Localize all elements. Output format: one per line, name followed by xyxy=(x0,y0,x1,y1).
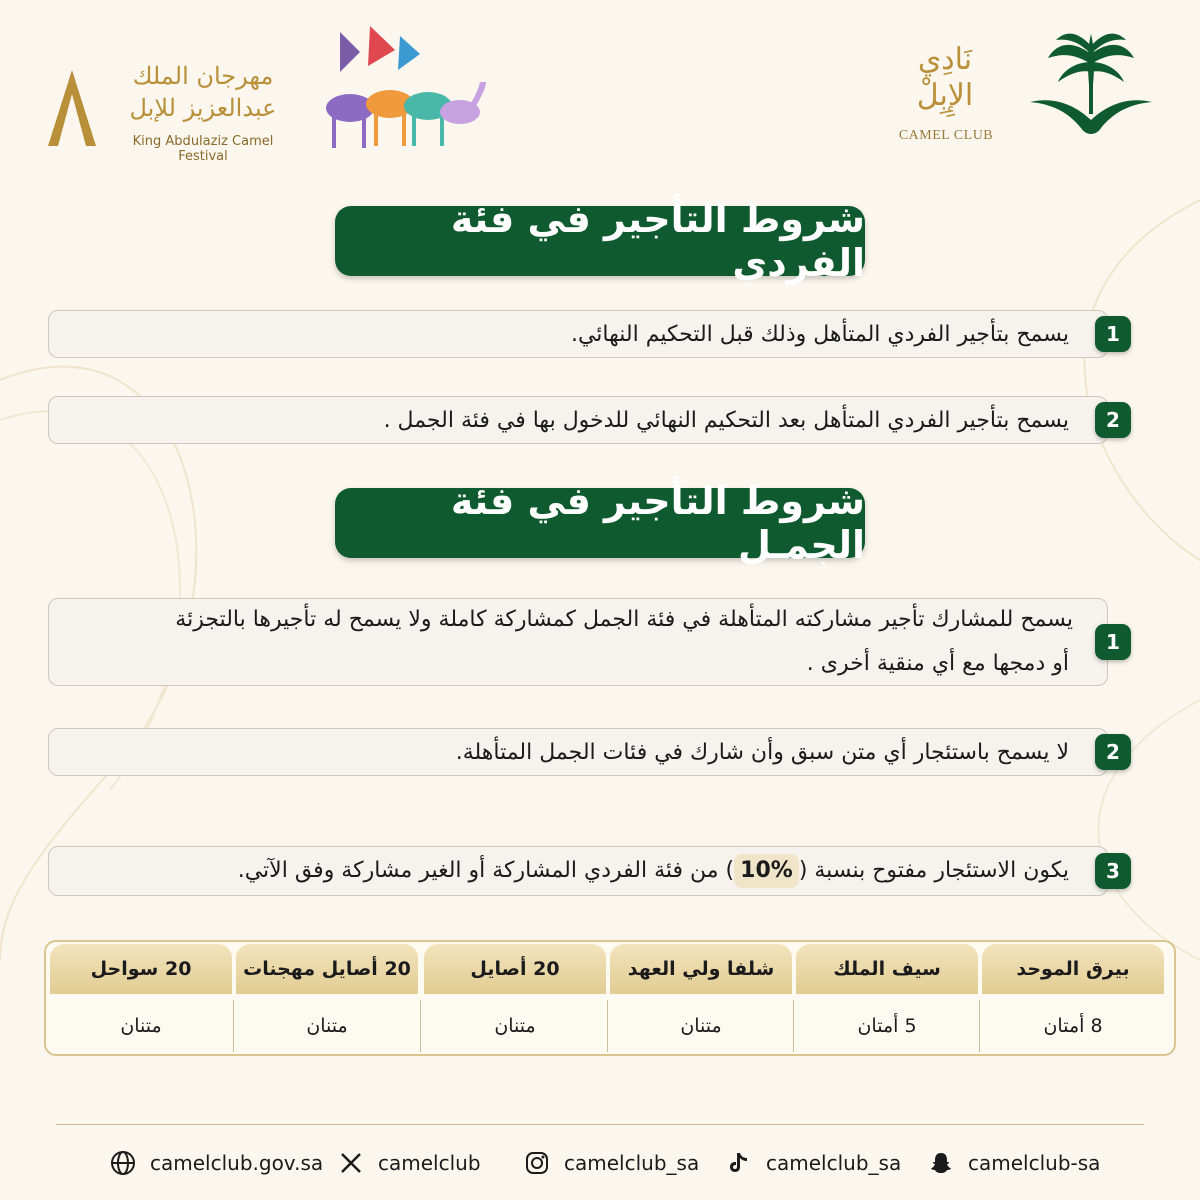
globe-icon xyxy=(110,1150,136,1176)
table-column-header: شلفا ولي العهد xyxy=(610,944,792,994)
snapchat-icon xyxy=(928,1150,954,1176)
section-title-camel: شروط التأجير في فئة الجمـل xyxy=(335,488,865,558)
rule-text-line: يسمح للمشارك تأجير مشاركته المتأهلة في فئة الجمل كمشاركة كاملة ولا يسمح له تأجيرها بالتجزئة xyxy=(175,607,1073,632)
instagram-link[interactable] xyxy=(524,1150,699,1176)
x-handle: camelclub xyxy=(378,1151,481,1175)
rule-box xyxy=(48,728,1120,776)
footer-divider xyxy=(56,1124,1144,1125)
table-cell: متنان xyxy=(120,1015,162,1037)
table-divider xyxy=(793,1000,794,1052)
palm-swords-emblem-icon xyxy=(1026,24,1156,148)
x-link[interactable] xyxy=(338,1150,481,1176)
table-cell: متنان xyxy=(306,1015,348,1037)
rule-box xyxy=(48,598,1120,686)
table-divider xyxy=(233,1000,234,1052)
rule-box xyxy=(48,846,1120,896)
camel-caravan-icon xyxy=(300,22,490,152)
table-cell: 8 أمتان xyxy=(1043,1015,1103,1037)
table-column-header: سيف الملك xyxy=(796,944,978,994)
festival-arabic-name: مهرجان الملك عبدالعزيز للإبل xyxy=(129,62,277,122)
table-divider xyxy=(979,1000,980,1052)
instagram-handle: camelclub_sa xyxy=(564,1151,700,1175)
table-cell: متنان xyxy=(494,1015,536,1037)
rule-text-before: يكون الاستئجار مفتوح بنسبة ( xyxy=(798,858,1069,883)
festival-english-name: King Abdulaziz Camel Festival xyxy=(132,134,274,164)
tiktok-link[interactable] xyxy=(726,1150,901,1176)
rule-text: لا يسمح باستئجار أي متن سبق وأن شارك في فئات الجمل المتأهلة. xyxy=(455,740,1069,765)
tiktok-icon xyxy=(726,1150,752,1176)
rule-text-after: ) من فئة الفردي المشاركة أو الغير مشاركة وفق الآتي. xyxy=(237,858,735,883)
rule-box xyxy=(48,310,1120,358)
table-column xyxy=(50,944,232,1052)
festival-arch-icon xyxy=(44,66,100,150)
tiktok-handle: camelclub_sa xyxy=(766,1151,902,1175)
table-column xyxy=(236,944,418,1052)
table-column-header: 20 أصايل xyxy=(424,944,606,994)
rule-text: يسمح بتأجير الفردي المتأهل بعد التحكيم النهائي للدخول بها في فئة الجمل . xyxy=(383,408,1069,433)
rule-text: يسمح بتأجير الفردي المتأهل وذلك قبل التحكيم النهائي. xyxy=(570,322,1069,347)
table-divider xyxy=(420,1000,421,1052)
percentage-highlight: 10% xyxy=(734,854,799,888)
snapchat-link[interactable] xyxy=(928,1150,1100,1176)
rule-number-badge: 3 xyxy=(1095,853,1131,889)
rule-number-badge: 1 xyxy=(1095,316,1131,352)
camel-club-arabic-name: نَادِي الإِبِلْ xyxy=(916,42,974,113)
table-column xyxy=(610,944,792,1052)
table-column-header: بيرق الموحد xyxy=(982,944,1164,994)
website-text: camelclub.gov.sa xyxy=(150,1151,324,1175)
website-link[interactable] xyxy=(110,1150,323,1176)
table-column xyxy=(796,944,978,1052)
section-title-individual: شروط التأجير في فئة الفردي xyxy=(335,206,865,276)
instagram-icon xyxy=(524,1150,550,1176)
table-column-header: 20 أصايل مهجنات xyxy=(236,944,418,994)
rule-number-badge: 2 xyxy=(1095,402,1131,438)
rule-number-badge: 1 xyxy=(1095,624,1131,660)
table-column xyxy=(982,944,1164,1052)
rule-text-line: أو دمجها مع أي منقية أخرى . xyxy=(806,651,1069,676)
rule-text xyxy=(69,854,1069,888)
rule-number-badge: 2 xyxy=(1095,734,1131,770)
rule-box xyxy=(48,396,1120,444)
x-logo-icon xyxy=(338,1150,364,1176)
camel-club-english-name: CAMEL CLUB xyxy=(898,128,994,143)
table-divider xyxy=(607,1000,608,1052)
snapchat-handle: camelclub-sa xyxy=(968,1151,1101,1175)
table-column xyxy=(424,944,606,1052)
table-cell: 5 أمتان xyxy=(857,1015,917,1037)
table-cell: متنان xyxy=(680,1015,722,1037)
table-column-header: 20 سواحل xyxy=(50,944,232,994)
